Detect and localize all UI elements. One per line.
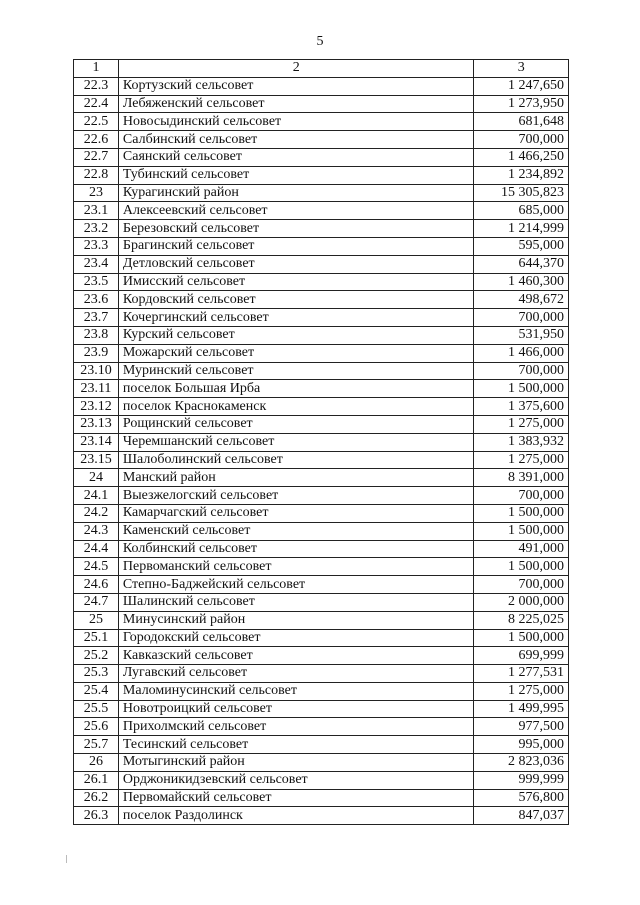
row-name: Первомайский сельсовет [118, 789, 474, 807]
row-value: 700,000 [474, 576, 569, 594]
row-name: Детловский сельсовет [118, 255, 474, 273]
row-value: 2 000,000 [474, 593, 569, 611]
row-value: 1 466,250 [474, 148, 569, 166]
row-name: Шалинский сельсовет [118, 593, 474, 611]
row-name: Шалоболинский сельсовет [118, 451, 474, 469]
column-header-2: 2 [118, 60, 474, 78]
row-value: 1 273,950 [474, 95, 569, 113]
row-name: Степно-Баджейский сельсовет [118, 576, 474, 594]
row-number: 24.4 [74, 540, 119, 558]
row-name: Тесинский сельсовет [118, 736, 474, 754]
row-value: 15 305,823 [474, 184, 569, 202]
column-header-1: 1 [74, 60, 119, 78]
row-number: 25.2 [74, 647, 119, 665]
row-name: Курагинский район [118, 184, 474, 202]
row-value: 1 375,600 [474, 398, 569, 416]
row-number: 25.1 [74, 629, 119, 647]
table-row [74, 380, 569, 398]
row-value: 1 383,932 [474, 433, 569, 451]
row-number: 22.7 [74, 148, 119, 166]
row-name: Выезжелогский сельсовет [118, 487, 474, 505]
row-value: 1 247,650 [474, 77, 569, 95]
table-row [74, 540, 569, 558]
table-row [74, 220, 569, 238]
row-number: 23.13 [74, 415, 119, 433]
table-row [74, 398, 569, 416]
row-number: 23.3 [74, 237, 119, 255]
table-row [74, 362, 569, 380]
table-row [74, 807, 569, 825]
row-value: 699,999 [474, 647, 569, 665]
table-row [74, 771, 569, 789]
row-name: Городокский сельсовет [118, 629, 474, 647]
row-number: 25.3 [74, 665, 119, 683]
table-row [74, 77, 569, 95]
page-number: 5 [316, 34, 324, 49]
row-number: 25 [74, 611, 119, 629]
row-value: 491,000 [474, 540, 569, 558]
row-number: 23.10 [74, 362, 119, 380]
row-name: Алексеевский сельсовет [118, 202, 474, 220]
row-name: Кордовский сельсовет [118, 291, 474, 309]
table-row [74, 291, 569, 309]
row-number: 22.8 [74, 166, 119, 184]
row-number: 23.1 [74, 202, 119, 220]
table-row [74, 682, 569, 700]
table-row [74, 629, 569, 647]
table-row [74, 487, 569, 505]
row-number: 23 [74, 184, 119, 202]
row-name: Прихолмский сельсовет [118, 718, 474, 736]
row-number: 23.11 [74, 380, 119, 398]
table-row [74, 95, 569, 113]
row-value: 1 214,999 [474, 220, 569, 238]
row-value: 685,000 [474, 202, 569, 220]
row-name: поселок Краснокаменск [118, 398, 474, 416]
row-name: Лугавский сельсовет [118, 665, 474, 683]
row-value: 1 234,892 [474, 166, 569, 184]
row-number: 23.6 [74, 291, 119, 309]
table-body [74, 60, 569, 825]
row-value: 1 275,000 [474, 682, 569, 700]
row-value: 595,000 [474, 237, 569, 255]
row-name: Маломинусинский сельсовет [118, 682, 474, 700]
row-name: Кавказский сельсовет [118, 647, 474, 665]
table-header-row [74, 60, 569, 78]
row-value: 576,800 [474, 789, 569, 807]
table-row [74, 202, 569, 220]
table-row [74, 504, 569, 522]
row-number: 22.4 [74, 95, 119, 113]
row-number: 23.4 [74, 255, 119, 273]
table-row [74, 148, 569, 166]
row-value: 8 391,000 [474, 469, 569, 487]
row-value: 644,370 [474, 255, 569, 273]
row-number: 26 [74, 754, 119, 772]
row-name: Тубинский сельсовет [118, 166, 474, 184]
row-number: 23.2 [74, 220, 119, 238]
row-number: 24.2 [74, 504, 119, 522]
row-value: 847,037 [474, 807, 569, 825]
row-name: Саянский сельсовет [118, 148, 474, 166]
table-row [74, 611, 569, 629]
row-name: Первоманский сельсовет [118, 558, 474, 576]
row-name: Новотроицкий сельсовет [118, 700, 474, 718]
budget-table [73, 59, 569, 825]
row-value: 1 500,000 [474, 629, 569, 647]
row-number: 25.5 [74, 700, 119, 718]
row-name: Брагинский сельсовет [118, 237, 474, 255]
table-row [74, 469, 569, 487]
row-number: 24.7 [74, 593, 119, 611]
table-row [74, 451, 569, 469]
row-number: 24.6 [74, 576, 119, 594]
table-row [74, 344, 569, 362]
row-value: 977,500 [474, 718, 569, 736]
row-value: 2 823,036 [474, 754, 569, 772]
table-row [74, 237, 569, 255]
table-row [74, 593, 569, 611]
row-value: 700,000 [474, 362, 569, 380]
scan-mark [66, 855, 67, 863]
table-row [74, 131, 569, 149]
row-value: 700,000 [474, 131, 569, 149]
table-row [74, 433, 569, 451]
row-value: 1 275,000 [474, 415, 569, 433]
row-number: 23.5 [74, 273, 119, 291]
table-row [74, 700, 569, 718]
row-name: Можарский сельсовет [118, 344, 474, 362]
row-number: 24.5 [74, 558, 119, 576]
table-row [74, 789, 569, 807]
row-value: 999,999 [474, 771, 569, 789]
row-name: Мотыгинский район [118, 754, 474, 772]
row-value: 700,000 [474, 487, 569, 505]
row-value: 681,648 [474, 113, 569, 131]
row-value: 1 500,000 [474, 558, 569, 576]
row-value: 1 500,000 [474, 522, 569, 540]
column-header-3: 3 [474, 60, 569, 78]
row-number: 25.4 [74, 682, 119, 700]
table-row [74, 665, 569, 683]
row-name: Минусинский район [118, 611, 474, 629]
row-number: 22.5 [74, 113, 119, 131]
row-name: Черемшанский сельсовет [118, 433, 474, 451]
row-number: 24.1 [74, 487, 119, 505]
row-number: 24.3 [74, 522, 119, 540]
row-number: 25.7 [74, 736, 119, 754]
row-number: 26.3 [74, 807, 119, 825]
table-row [74, 255, 569, 273]
table-row [74, 647, 569, 665]
row-name: Березовский сельсовет [118, 220, 474, 238]
row-name: Салбинский сельсовет [118, 131, 474, 149]
row-number: 23.12 [74, 398, 119, 416]
row-number: 23.7 [74, 309, 119, 327]
row-name: Орджоникидзевский сельсовет [118, 771, 474, 789]
row-value: 531,950 [474, 326, 569, 344]
row-name: Кортузский сельсовет [118, 77, 474, 95]
table-row [74, 113, 569, 131]
row-name: Рощинский сельсовет [118, 415, 474, 433]
table-row [74, 718, 569, 736]
row-name: поселок Большая Ирба [118, 380, 474, 398]
row-name: Новосыдинский сельсовет [118, 113, 474, 131]
row-number: 25.6 [74, 718, 119, 736]
row-name: Камарчагский сельсовет [118, 504, 474, 522]
row-name: Имисский сельсовет [118, 273, 474, 291]
row-name: Кочергинский сельсовет [118, 309, 474, 327]
row-number: 26.1 [74, 771, 119, 789]
row-value: 498,672 [474, 291, 569, 309]
row-value: 1 500,000 [474, 380, 569, 398]
row-number: 23.15 [74, 451, 119, 469]
row-number: 24 [74, 469, 119, 487]
row-number: 23.14 [74, 433, 119, 451]
row-name: поселок Раздолинск [118, 807, 474, 825]
row-number: 23.9 [74, 344, 119, 362]
row-value: 1 500,000 [474, 504, 569, 522]
row-value: 995,000 [474, 736, 569, 754]
table-row [74, 576, 569, 594]
table-row [74, 273, 569, 291]
row-value: 1 275,000 [474, 451, 569, 469]
row-name: Лебяженский сельсовет [118, 95, 474, 113]
table-row [74, 415, 569, 433]
row-number: 22.3 [74, 77, 119, 95]
row-number: 22.6 [74, 131, 119, 149]
table-row [74, 558, 569, 576]
row-value: 1 460,300 [474, 273, 569, 291]
row-value: 8 225,025 [474, 611, 569, 629]
table-row [74, 522, 569, 540]
row-name: Курский сельсовет [118, 326, 474, 344]
row-name: Колбинский сельсовет [118, 540, 474, 558]
table-row [74, 754, 569, 772]
row-value: 1 499,995 [474, 700, 569, 718]
row-name: Каменский сельсовет [118, 522, 474, 540]
row-value: 1 466,000 [474, 344, 569, 362]
table-row [74, 166, 569, 184]
table-row [74, 184, 569, 202]
table-row [74, 736, 569, 754]
row-number: 23.8 [74, 326, 119, 344]
row-value: 1 277,531 [474, 665, 569, 683]
table-row [74, 309, 569, 327]
table-row [74, 326, 569, 344]
row-value: 700,000 [474, 309, 569, 327]
row-name: Манский район [118, 469, 474, 487]
row-name: Муринский сельсовет [118, 362, 474, 380]
row-number: 26.2 [74, 789, 119, 807]
